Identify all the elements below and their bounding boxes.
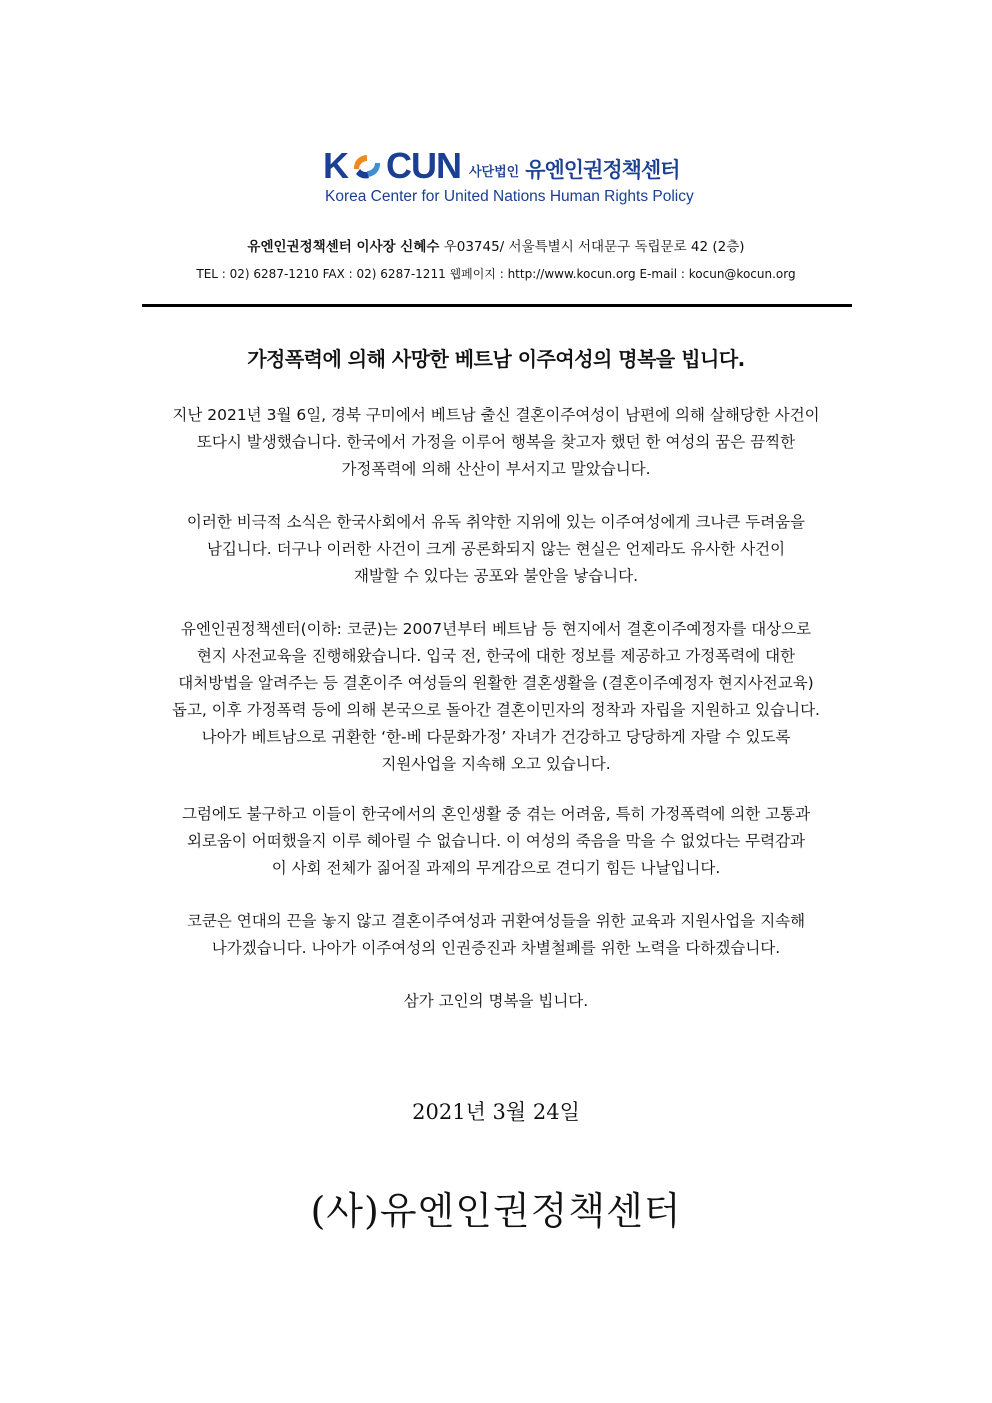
logo-sub-label: 사단법인 xyxy=(469,164,520,179)
kocun-logo xyxy=(323,143,694,213)
paragraph-line: 지원사업을 지속해 오고 있습니다. xyxy=(381,755,611,773)
paragraph-5 xyxy=(100,908,892,962)
paragraph-line: 나아가 베트남으로 귀환한 ‘한-베 다문화가정’ 자녀가 건강하고 당당하게 자랄 수 있도록 xyxy=(201,728,791,746)
paragraph-6 xyxy=(100,988,892,1015)
signature-org: (사)유엔인권정책센터 xyxy=(310,1189,682,1233)
paragraph-line: 삼가 고인의 명복을 빕니다. xyxy=(403,992,589,1010)
document-date: 2021년 3월 24일 xyxy=(412,1100,580,1124)
document-title: 가정폭력에 의해 사망한 베트남 이주여성의 명복을 빕니다. xyxy=(247,347,745,371)
logo-org-name-ko: 유엔인권정책센터 xyxy=(525,158,680,182)
paragraph-1 xyxy=(100,402,892,483)
address-chair: 유엔인권정책센터 이사장 신혜수 xyxy=(247,239,440,255)
paragraph-line: 유엔인권정책센터(이하: 코쿤)는 2007년부터 베트남 등 현지에서 결혼이주예정자를 대상으로 xyxy=(180,620,812,638)
address-text: 우03745/ 서울특별시 서대문구 독립문로 42 (2층) xyxy=(439,239,745,255)
address-line xyxy=(0,235,992,255)
paragraph-line: 외로움이 어떠했을지 이루 헤아릴 수 없습니다. 이 여성의 죽음을 막을 수 없었다는 무력감과 xyxy=(186,832,806,850)
logo-wordmark-right: CUN xyxy=(386,145,461,186)
paragraph-line: 현지 사전교육을 진행해왔습니다. 입국 전, 한국에 대한 정보를 제공하고 가정폭력에 대한 xyxy=(196,647,796,665)
header-divider xyxy=(142,304,852,307)
logo-org-name-en: Korea Center for United Nations Human Rights Policy xyxy=(325,188,694,205)
paragraph-4 xyxy=(100,801,892,882)
paragraph-line: 재발할 수 있다는 공포와 불안을 낳습니다. xyxy=(353,567,639,585)
logo-wordmark xyxy=(323,147,461,185)
paragraph-line: 지난 2021년 3월 6일, 경북 구미에서 베트남 출신 결혼이주여성이 남편에 의해 살해당한 사건이 xyxy=(172,406,820,424)
paragraph-line: 돕고, 이후 가정폭력 등에 의해 본국으로 돌아간 결혼이민자의 정착과 자립을 지원하고 있습니다. xyxy=(171,701,820,719)
logo-top-row xyxy=(323,143,680,185)
paragraph-line: 대처방법을 알려주는 등 결혼이주 여성들의 원활한 결혼생활을 (결혼이주예정자 현지사전교육) xyxy=(178,674,814,692)
logo-wordmark-left: K xyxy=(323,145,348,186)
contact-line: TEL : 02) 6287-1210 FAX : 02) 6287-1211 웹페이지 : http://www.kocun.org E-mail : kocun@kocun.org xyxy=(196,267,796,281)
paragraph-line: 이 사회 전체가 짊어질 과제의 무게감으로 견디기 힘든 나날입니다. xyxy=(271,859,721,877)
paragraph-line: 이러한 비극적 소식은 한국사회에서 유독 취약한 지위에 있는 이주여성에게 크나큰 두려움을 xyxy=(186,513,806,531)
logo-circle-icon xyxy=(349,147,385,185)
paragraph-3 xyxy=(100,616,892,778)
paragraph-line: 코쿤은 연대의 끈을 놓지 않고 결혼이주여성과 귀환여성들을 위한 교육과 지원사업을 지속해 xyxy=(186,912,806,930)
paragraph-line: 가정폭력에 의해 산산이 부서지고 말았습니다. xyxy=(341,460,651,478)
paragraph-line: 나가겠습니다. 나아가 이주여성의 인권증진과 차별철폐를 위한 노력을 다하겠습니다. xyxy=(211,939,781,957)
paragraph-line: 남깁니다. 더구나 이러한 사건이 크게 공론화되지 않는 현실은 언제라도 유사한 사건이 xyxy=(206,540,786,558)
paragraph-line: 그럼에도 불구하고 이들이 한국에서의 혼인생활 중 겪는 어려움, 특히 가정폭력에 의한 고통과 xyxy=(181,805,811,823)
paragraph-2 xyxy=(100,509,892,590)
paragraph-line: 또다시 발생했습니다. 한국에서 가정을 이루어 행복을 찾고자 했던 한 여성의 꿈은 끔찍한 xyxy=(196,433,796,451)
